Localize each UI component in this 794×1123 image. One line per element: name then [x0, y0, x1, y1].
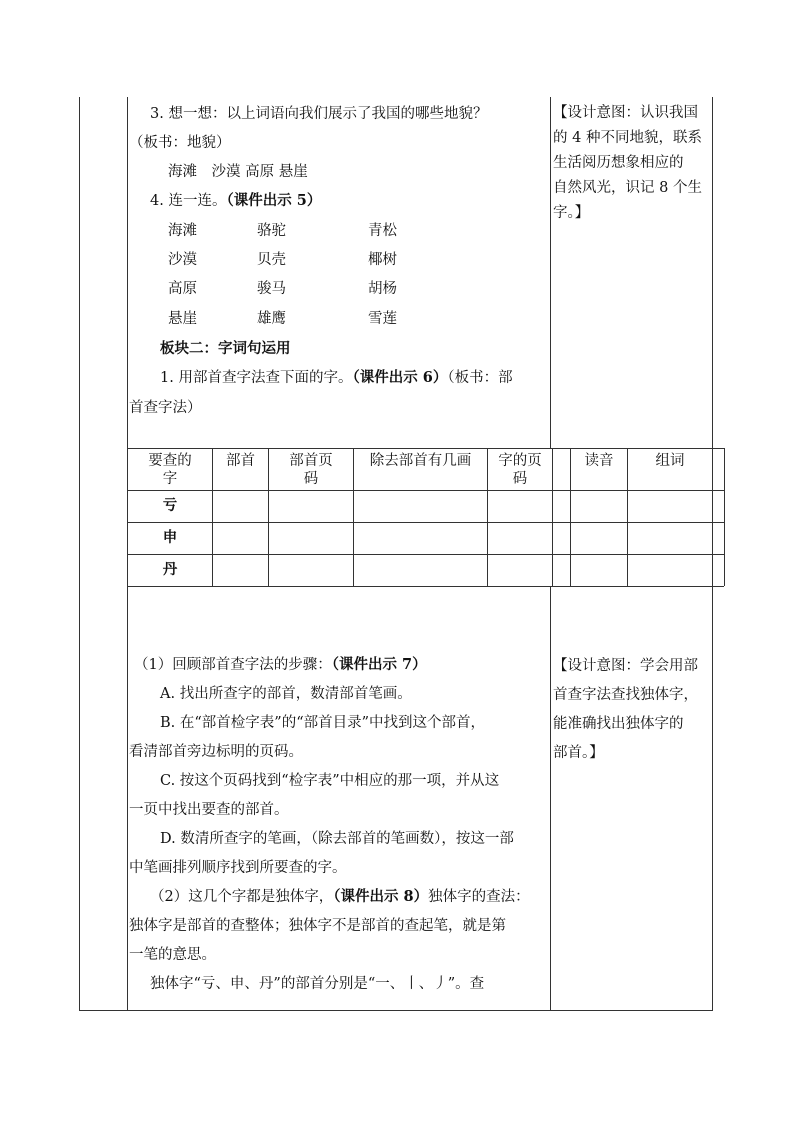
header-radical-page-line2: 码 [303, 471, 319, 487]
design-note-1 [553, 101, 713, 226]
header-char-page [488, 452, 552, 488]
match-col2-1: 骆驼 [257, 223, 286, 239]
table-right-line [724, 448, 725, 586]
match-col2-4: 雄鹰 [257, 311, 286, 327]
question-3: 3. 想一想：以上词语向我们展示了我国的哪些地貌？ [150, 106, 488, 122]
table-row-char: 申 [162, 529, 178, 546]
table-col-line-8 [712, 448, 713, 586]
column-divider-2-upper [550, 97, 551, 448]
step-c-line1: C. 按这个页码找到“检字表”中相应的那一项，并从这 [160, 773, 500, 789]
paragraph-3: 独体字“亏、申、丹”的部首分别是“一、丨、丿”。查 [150, 976, 485, 992]
header-char-line1: 要查的 [148, 453, 192, 469]
header-strokes [354, 452, 487, 470]
step-b-line2: 看清部首旁边标明的页码。 [129, 744, 303, 760]
design-note-1-line: 字。】 [553, 205, 590, 221]
match-col3-1: 青松 [368, 223, 397, 239]
match-col2-3: 骏马 [257, 281, 286, 297]
steps-title [134, 655, 427, 675]
question-3-board: （板书：地貌） [129, 135, 231, 151]
match-col1-1: 海滩 [168, 223, 197, 239]
paragraph-2-ref: （课件出示 8） [333, 888, 429, 905]
header-pronunciation-line1: 读音 [584, 453, 614, 469]
match-col1-4: 悬崖 [168, 311, 197, 327]
match-col2-2: 贝壳 [257, 252, 286, 268]
landforms-line: 海滩 沙漠 高原 悬崖 [168, 164, 308, 180]
paragraph-2-line2: 独体字是部首的查整体；独体字不是部首的查起笔，就是第 [129, 918, 506, 934]
paragraph-2-line3: 一笔的意思。 [129, 947, 216, 963]
design-note-2-line: 首查字法查找独体字， [553, 687, 698, 703]
header-radical-page-line1: 部首页 [289, 453, 333, 469]
table-bottom-line [127, 586, 724, 587]
table-row-line-2 [127, 522, 724, 523]
header-char-page-line1: 字的页 [498, 453, 542, 469]
question-1-ref: （课件出示 6） [352, 369, 448, 386]
step-c-line2: 一页中找出要查的部首。 [129, 802, 289, 818]
match-col3-2: 椰树 [368, 252, 397, 268]
design-note-1-line: 【设计意图：认识我国 [553, 105, 698, 121]
design-note-1-line: 生活阅历想象相应的 [553, 155, 684, 171]
table-row-char: 亏 [162, 497, 178, 514]
header-char-line2: 字 [162, 471, 178, 487]
match-col3-3: 胡杨 [368, 281, 397, 297]
table-row-line-3 [127, 554, 724, 555]
table-top-line [127, 448, 724, 449]
step-a: A. 找出所查字的部首，数清部首笔画。 [160, 686, 412, 702]
question-1 [160, 368, 513, 388]
match-col3-4: 雪莲 [368, 311, 397, 327]
header-radical [213, 452, 268, 470]
question-1-board-cont: 首查字法） [129, 400, 202, 416]
question-1-board: （板书：部 [447, 370, 513, 386]
header-radical-line1: 部首 [226, 453, 255, 469]
table-col-line-5 [552, 448, 553, 586]
header-pronunciation [571, 452, 627, 470]
question-1-text: 1. 用部首查字法查下面的字。 [160, 370, 353, 386]
design-note-1-line: 的 4 种不同地貌，联系 [553, 130, 702, 146]
question-4-text: 4. 连一连。 [150, 193, 227, 209]
step-b-line1: B. 在“部首检字表”的“部首目录”中找到这个部首， [160, 715, 486, 731]
table-row-line-1 [127, 490, 724, 491]
step-d-line1: D. 数清所查字的笔画，（除去部首的笔画数），按这一部 [160, 831, 514, 847]
design-note-2-line: 部首。】 [553, 745, 604, 761]
question-4-ref: （课件出示 5） [226, 192, 322, 209]
header-word-line1: 组词 [655, 453, 685, 469]
header-word [628, 452, 712, 470]
paragraph-2-text: （2）这几个字都是独体字， [150, 889, 334, 905]
paragraph-2-cont: 独体字的查法： [428, 889, 530, 905]
paragraph-2 [150, 887, 530, 907]
header-radical-page [269, 452, 353, 488]
left-border [79, 97, 80, 1011]
question-4 [150, 191, 321, 211]
header-char-page-line2: 码 [512, 471, 528, 487]
steps-title-text: （1）回顾部首查字法的步骤： [134, 657, 332, 673]
match-col1-2: 沙漠 [168, 252, 197, 268]
design-note-2-line: 【设计意图：学会用部 [553, 658, 698, 674]
step-d-line2: 中笔画排列顺序找到所要查的字。 [129, 860, 347, 876]
design-note-2-line: 能准确找出独体字的 [553, 716, 684, 732]
table-row-char: 丹 [162, 561, 178, 578]
design-note-1-line: 自然风光，识记 8 个生 [553, 180, 702, 196]
header-strokes-line1: 除去部首有几画 [369, 453, 472, 469]
block-2-title: 板块二：字词句运用 [160, 340, 291, 357]
bottom-border [79, 1010, 713, 1011]
match-col1-3: 高原 [168, 281, 197, 297]
header-char [128, 452, 212, 488]
steps-title-ref: （课件出示 7） [331, 656, 427, 673]
design-note-2 [553, 652, 713, 768]
column-divider-2-lower [550, 586, 551, 1011]
